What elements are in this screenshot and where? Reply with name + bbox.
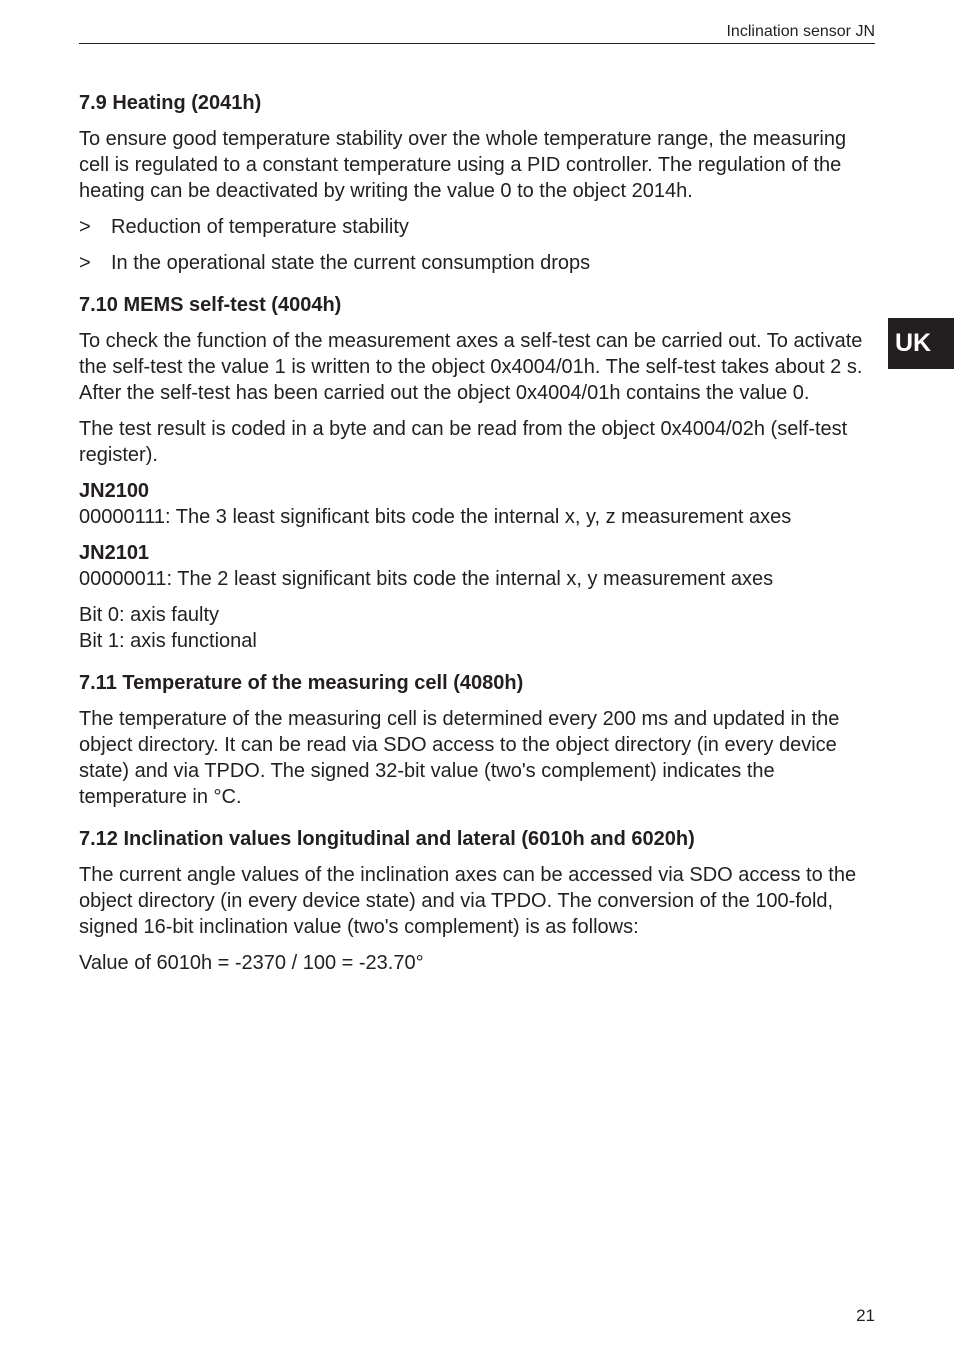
running-header: Inclination sensor JN	[726, 23, 875, 40]
paragraph-mems-result: The test result is coded in a byte and can be read from the object 0x4004/02h (self-test register).	[79, 418, 848, 466]
bullet-mark: >	[79, 252, 91, 274]
jn2100-text: 00000111: The 3 least significant bits code the internal x, y, z measurement axes	[79, 506, 792, 528]
page-number: 21	[856, 1306, 875, 1325]
section-heading-temperature: 7.11 Temperature of the measuring cell (4080h)	[79, 672, 524, 694]
section-heating	[79, 90, 875, 276]
jn2100-block	[79, 478, 875, 530]
jn2101-text: 00000011: The 2 least significant bits code the internal x, y measurement axes	[79, 568, 774, 590]
language-tab: UK	[888, 318, 954, 369]
example-formula: Value of 6010h = -2370 / 100 = -23.70°	[79, 952, 424, 974]
jn2101-block	[79, 540, 875, 592]
paragraph-inclination: The current angle values of the inclination axes can be accessed via SDO access to the object directory (in every device state) and via TPDO. The conversion of the 100-fold, signed 16-bit inclination value (two's complement) is as follows:	[79, 864, 857, 938]
section-heading-mems: 7.10 MEMS self-test (4004h)	[79, 294, 342, 316]
header-rule	[79, 43, 875, 44]
paragraph-temperature: The temperature of the measuring cell is determined every 200 ms and updated in the object directory. It can be read via SDO access to the object directory (in every device state) and via TPDO. The signed 32-bit value (two's complement) indicates the temperature in °C.	[79, 708, 840, 808]
bit1-text: Bit 1: axis functional	[79, 630, 257, 652]
bullet-text: Reduction of temperature stability	[111, 216, 409, 238]
bullet-text: In the operational state the current consumption drops	[111, 252, 591, 274]
section-heading-heating: 7.9 Heating (2041h)	[79, 92, 262, 114]
document-body	[79, 90, 875, 986]
section-heading-inclination: 7.12 Inclination values longitudinal and lateral (6010h and 6020h)	[79, 828, 695, 850]
jn2100-label: JN2100	[79, 480, 150, 502]
section-mems	[79, 292, 875, 654]
bit0-text: Bit 0: axis faulty	[79, 604, 220, 626]
bullet-item	[79, 214, 875, 240]
jn2101-label: JN2101	[79, 542, 150, 564]
paragraph-heating: To ensure good temperature stability over the whole temperature range, the measuring cell is regulated to a constant temperature using a PID controller. The regulation of the heating can be deactivated by writing the value 0 to the object 2014h.	[79, 128, 847, 202]
bullet-item	[79, 250, 875, 276]
section-temperature	[79, 670, 875, 810]
paragraph-mems-intro: To check the function of the measurement axes a self-test can be carried out. To activate the self-test the value 1 is written to the object 0x4004/01h. The self-test takes about 2 s. After the self-test has been carried out the object 0x4004/01h contains the value 0.	[79, 330, 863, 404]
bullet-mark: >	[79, 216, 91, 238]
section-inclination	[79, 826, 875, 976]
bit-legend	[79, 602, 875, 654]
